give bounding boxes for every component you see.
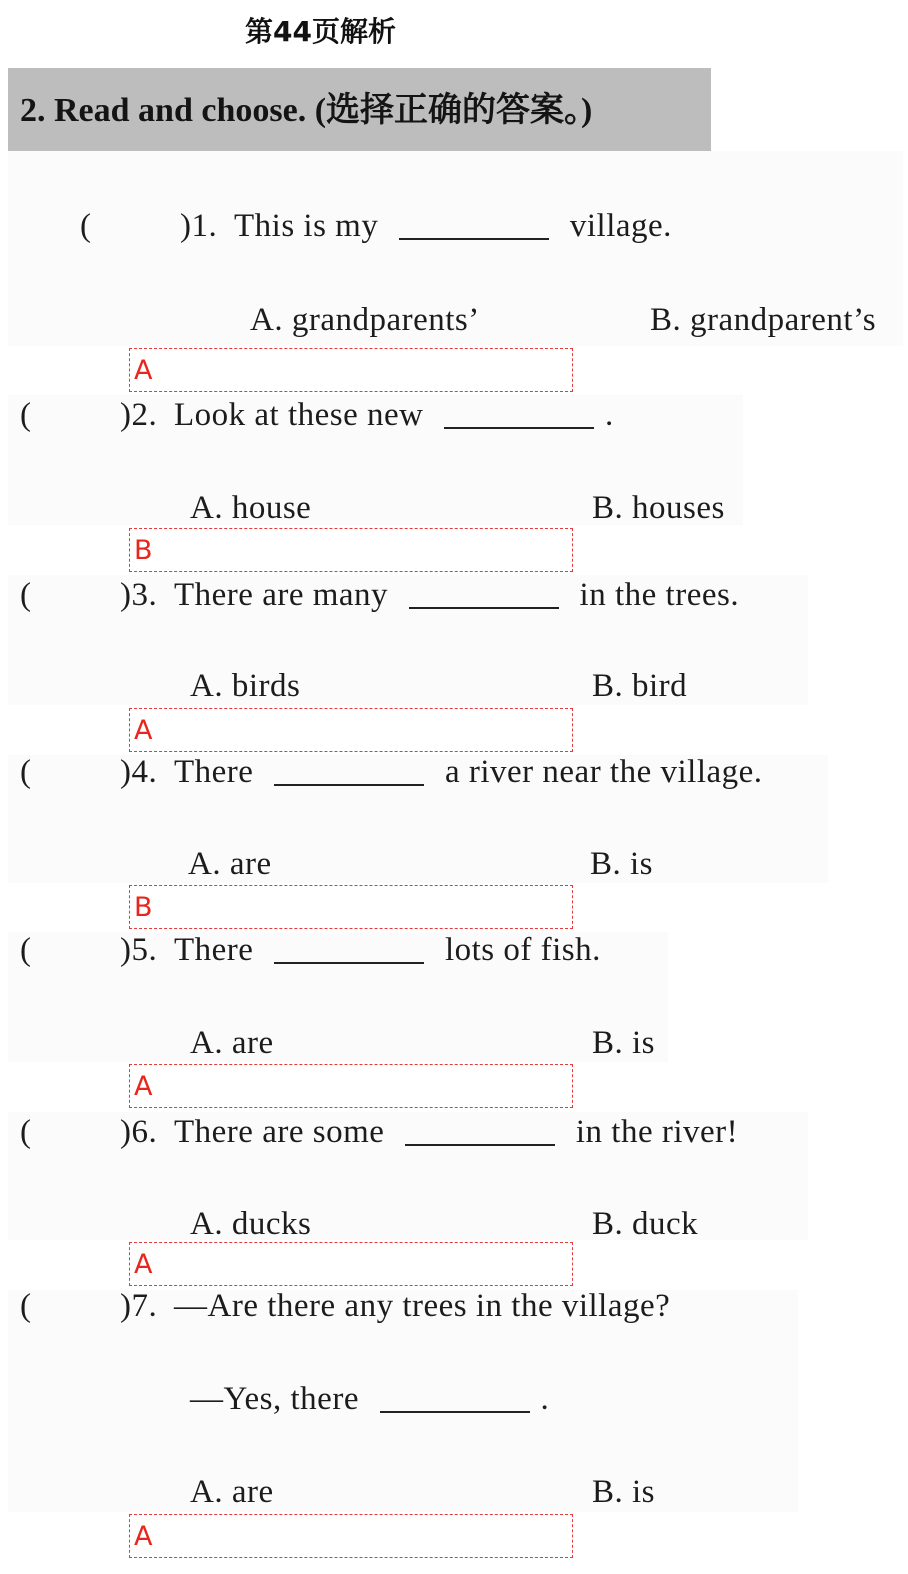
answer-box [129, 1514, 573, 1558]
answer-text: A [134, 1071, 153, 1102]
answer-blank [380, 1410, 530, 1413]
answer-box [129, 708, 573, 752]
question-number: )1. [180, 208, 218, 244]
stem-text: There are some [174, 1114, 385, 1150]
answer-text: A [134, 355, 153, 386]
question-stem [180, 208, 672, 245]
question-stem [120, 1114, 738, 1151]
question-number: )4. [120, 754, 158, 790]
open-paren: ( [20, 397, 31, 433]
option-a: A. are [190, 1025, 274, 1061]
question-number: )7. [120, 1288, 158, 1324]
section-heading: 2. Read and choose. (选择正确的答案。) [20, 92, 593, 129]
answer-text: B [134, 535, 153, 566]
answer-blank [444, 426, 594, 429]
answer-blank [274, 783, 424, 786]
answer-box [129, 348, 573, 392]
question-stem [120, 577, 739, 614]
option-b: B. is [590, 846, 654, 882]
question-stem [120, 1288, 670, 1325]
answer-blank [274, 961, 424, 964]
answer-blank [399, 237, 549, 240]
answer-blank [409, 606, 559, 609]
stem-text: There [174, 754, 254, 790]
open-paren: ( [20, 577, 31, 613]
answer-blank [405, 1143, 555, 1146]
question-number: )6. [120, 1114, 158, 1150]
option-b: B. bird [592, 668, 688, 704]
stem-text: . [540, 1381, 550, 1417]
stem-text: village. [569, 208, 672, 244]
stem-text: There are many [174, 577, 389, 613]
answer-text: A [134, 1521, 153, 1552]
question-stem-line-2 [190, 1381, 549, 1418]
answer-text: B [134, 892, 153, 923]
option-b: B. houses [592, 490, 725, 526]
stem-text: There [174, 932, 254, 968]
answer-box [129, 528, 573, 572]
answer-box [129, 1064, 573, 1108]
option-b: B. duck [592, 1206, 699, 1242]
stem-text: Look at these new [174, 397, 424, 433]
answer-text: A [134, 1249, 153, 1280]
question-number: )2. [120, 397, 158, 433]
question-stem [120, 754, 763, 791]
stem-text: . [605, 397, 614, 433]
option-b: B. grandparent’s [650, 302, 877, 338]
option-b: B. is [592, 1025, 656, 1061]
open-paren: ( [20, 1114, 31, 1150]
question-stem [120, 932, 601, 969]
option-a: A. birds [190, 668, 301, 704]
open-paren: ( [20, 932, 31, 968]
stem-text: a river near the village. [444, 754, 763, 790]
answer-box [129, 885, 573, 929]
open-paren: ( [80, 208, 91, 244]
open-paren: ( [20, 1288, 31, 1324]
question-number: )3. [120, 577, 158, 613]
option-a: A. ducks [190, 1206, 312, 1242]
answer-box [129, 1242, 573, 1286]
option-b: B. is [592, 1474, 656, 1510]
stem-text: lots of fish. [444, 932, 601, 968]
stem-text: This is my [234, 208, 379, 244]
question-stem [120, 397, 614, 434]
open-paren: ( [20, 754, 31, 790]
answer-text: A [134, 715, 153, 746]
option-a: A. are [188, 846, 272, 882]
question-number: )5. [120, 932, 158, 968]
stem-text: —Yes, there [190, 1381, 359, 1417]
page-title: 第44页解析 [245, 15, 396, 48]
option-a: A. are [190, 1474, 274, 1510]
stem-text: —Are there any trees in the village? [174, 1288, 671, 1324]
option-a: A. house [190, 490, 312, 526]
stem-text: in the river! [575, 1114, 739, 1150]
option-a: A. grandparents’ [250, 302, 480, 338]
stem-text: in the trees. [579, 577, 740, 613]
